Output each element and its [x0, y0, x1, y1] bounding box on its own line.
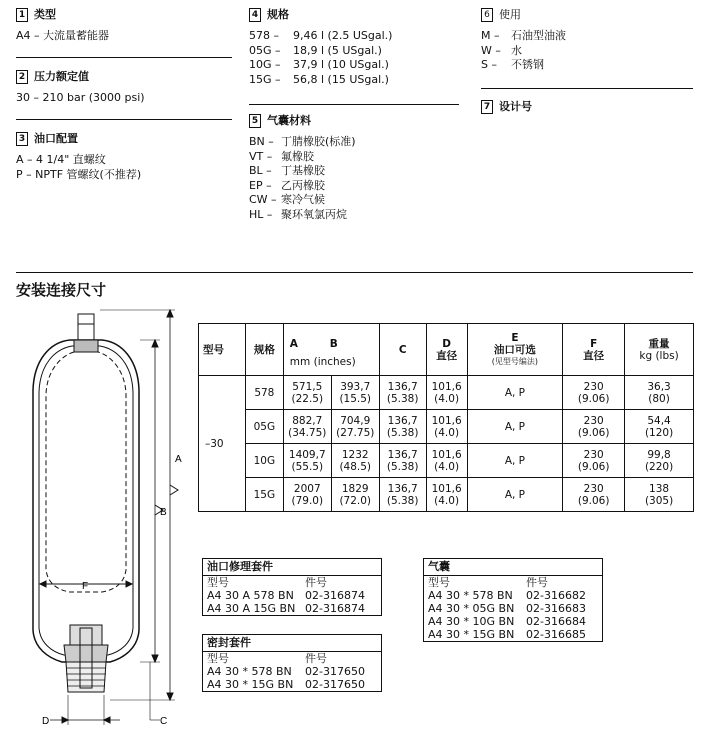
dim-label-b: B	[160, 507, 167, 518]
dimension-table	[198, 323, 694, 512]
col-header-c: C	[379, 324, 426, 376]
list-item: M – 石油型油液	[481, 29, 566, 42]
list-item: BL – 丁基橡胶	[249, 164, 325, 177]
col-header-d: D 直径	[426, 324, 467, 376]
model-cell: –30	[199, 376, 246, 512]
list-item: A4 30 * 15G BN 02-317650	[207, 678, 365, 691]
section-port: 3 油口配置 A – 4 1/4" 直螺纹 P – NPTF 管螺纹(不推荐)	[16, 131, 232, 182]
section-design: 7 设计号	[481, 99, 693, 115]
port-repair-kit-table: 油口修理套件 型号 件号 A4 30 A 578 BN 02-316874 A4 30 A 15G BN 02-316874	[202, 558, 382, 616]
list-item: CW – 寒冷气候	[249, 193, 325, 206]
section-pressure: 2 压力额定值 30 – 210 bar (3000 psi)	[16, 69, 232, 106]
page-title: 安装连接尺寸	[16, 281, 107, 299]
list-item: A – 4 1/4" 直螺纹	[16, 153, 106, 166]
kit-title: 气囊	[424, 559, 602, 576]
col-header-weight: 重量 kg (lbs)	[625, 324, 694, 376]
list-item: S – 不锈钢	[481, 58, 544, 71]
kit-title: 油口修理套件	[203, 559, 381, 576]
dim-label-d: D	[42, 716, 50, 727]
list-item: P – NPTF 管螺纹(不推荐)	[16, 167, 142, 181]
list-item: W – 水	[481, 43, 522, 57]
divider	[16, 119, 232, 120]
col-header-f: F 直径	[563, 324, 625, 376]
section-size: 4 规格 578 – 9,46 l (2.5 USgal.) 05G – 18,9 l (5 USgal.) 10G – 37,9 l (10 USgal.) 15G – 56,8 l (15 USgal.)	[249, 7, 459, 87]
bladder-kit-table: 气囊 型号 件号 A4 30 * 578 BN 02-316682 A4 30 * 05G BN 02-316683 A4 30 * 10G BN 02-316684 A4 30 * 15G BN 02-316685	[423, 558, 603, 642]
col-header-e: E 油口可选 (见型号编法)	[467, 324, 563, 376]
list-item: 05G – 18,9 l (5 USgal.)	[249, 43, 382, 57]
list-item: A4 30 * 05G BN 02-316683	[428, 602, 586, 615]
table-header-row	[199, 324, 694, 376]
table-row: 05G 882,7 (34.75) 704,9 (27.75) 136,7 (5.38) 101,6 (4.0) A, P 230 (9.06) 54,4 (120)	[199, 410, 694, 444]
col-header-model: 型号	[199, 324, 246, 376]
section-bladder-material: 5 气囊材料 BN – 丁腈橡胶(标准) VT – 氟橡胶 BL – 丁基橡胶 EP – 乙丙橡胶 CW – 寒冷气候 HL – 聚环氧氯丙烷	[249, 113, 459, 222]
col-header-ab: A B mm (inches)	[283, 324, 379, 376]
list-item: A4 30 * 15G BN 02-316685	[428, 628, 586, 641]
list-item: A4 30 A 578 BN 02-316874	[207, 589, 365, 602]
seal-kit-table: 密封套件 型号 件号 A4 30 * 578 BN 02-317650 A4 30 * 15G BN 02-317650	[202, 634, 382, 692]
col-header-size: 规格	[245, 324, 283, 376]
list-item: EP – 乙丙橡胶	[249, 178, 325, 192]
table-row: –30 578 571,5 (22.5) 393,7 (15.5) 136,7 (5.38) 101,6 (4.0) A, P 230 (9.06) 36,3 (80)	[199, 376, 694, 410]
accumulator-drawing	[0, 300, 200, 733]
dim-label-f: F	[82, 581, 89, 592]
list-item: 578 – 9,46 l (2.5 USgal.)	[249, 29, 393, 42]
list-item: A4 – 大流量蓄能器	[16, 29, 110, 42]
list-item: BN – 丁腈橡胶(标准)	[249, 135, 356, 148]
dim-label-c: C	[160, 716, 168, 727]
list-item: A4 30 * 578 BN 02-317650	[207, 665, 365, 678]
list-item: A4 30 * 10G BN 02-316684	[428, 615, 586, 628]
divider	[249, 104, 459, 105]
kit-title: 密封套件	[203, 635, 381, 652]
table-row: 10G 1409,7 (55.5) 1232 (48.5) 136,7 (5.38) 101,6 (4.0) A, P 230 (9.06) 99,8 (220)	[199, 444, 694, 478]
section-usage: 6 使用 M – 石油型油液 W – 水 S – 不锈钢	[481, 7, 693, 73]
table-row: 15G 2007 (79.0) 1829 (72.0) 136,7 (5.38) 101,6 (4.0) A, P 230 (9.06) 138 (305)	[199, 478, 694, 512]
list-item: 10G – 37,9 l (10 USgal.)	[249, 58, 389, 71]
gas-valve-shape	[78, 314, 94, 340]
list-item: HL – 聚环氧氯丙烷	[249, 207, 347, 221]
dim-label-a: A	[175, 454, 182, 465]
divider	[16, 272, 693, 273]
shell-shape	[33, 340, 139, 662]
list-item: 15G – 56,8 l (15 USgal.)	[249, 72, 389, 86]
list-item: 30 – 210 bar (3000 psi)	[16, 91, 145, 104]
list-item: A4 30 A 15G BN 02-316874	[207, 602, 365, 615]
list-item: A4 30 * 578 BN 02-316682	[428, 589, 586, 602]
divider	[16, 57, 232, 58]
divider	[481, 88, 693, 89]
section-type	[16, 7, 232, 44]
list-item: VT – 氟橡胶	[249, 149, 314, 163]
section-title: 1 类型	[16, 7, 232, 23]
